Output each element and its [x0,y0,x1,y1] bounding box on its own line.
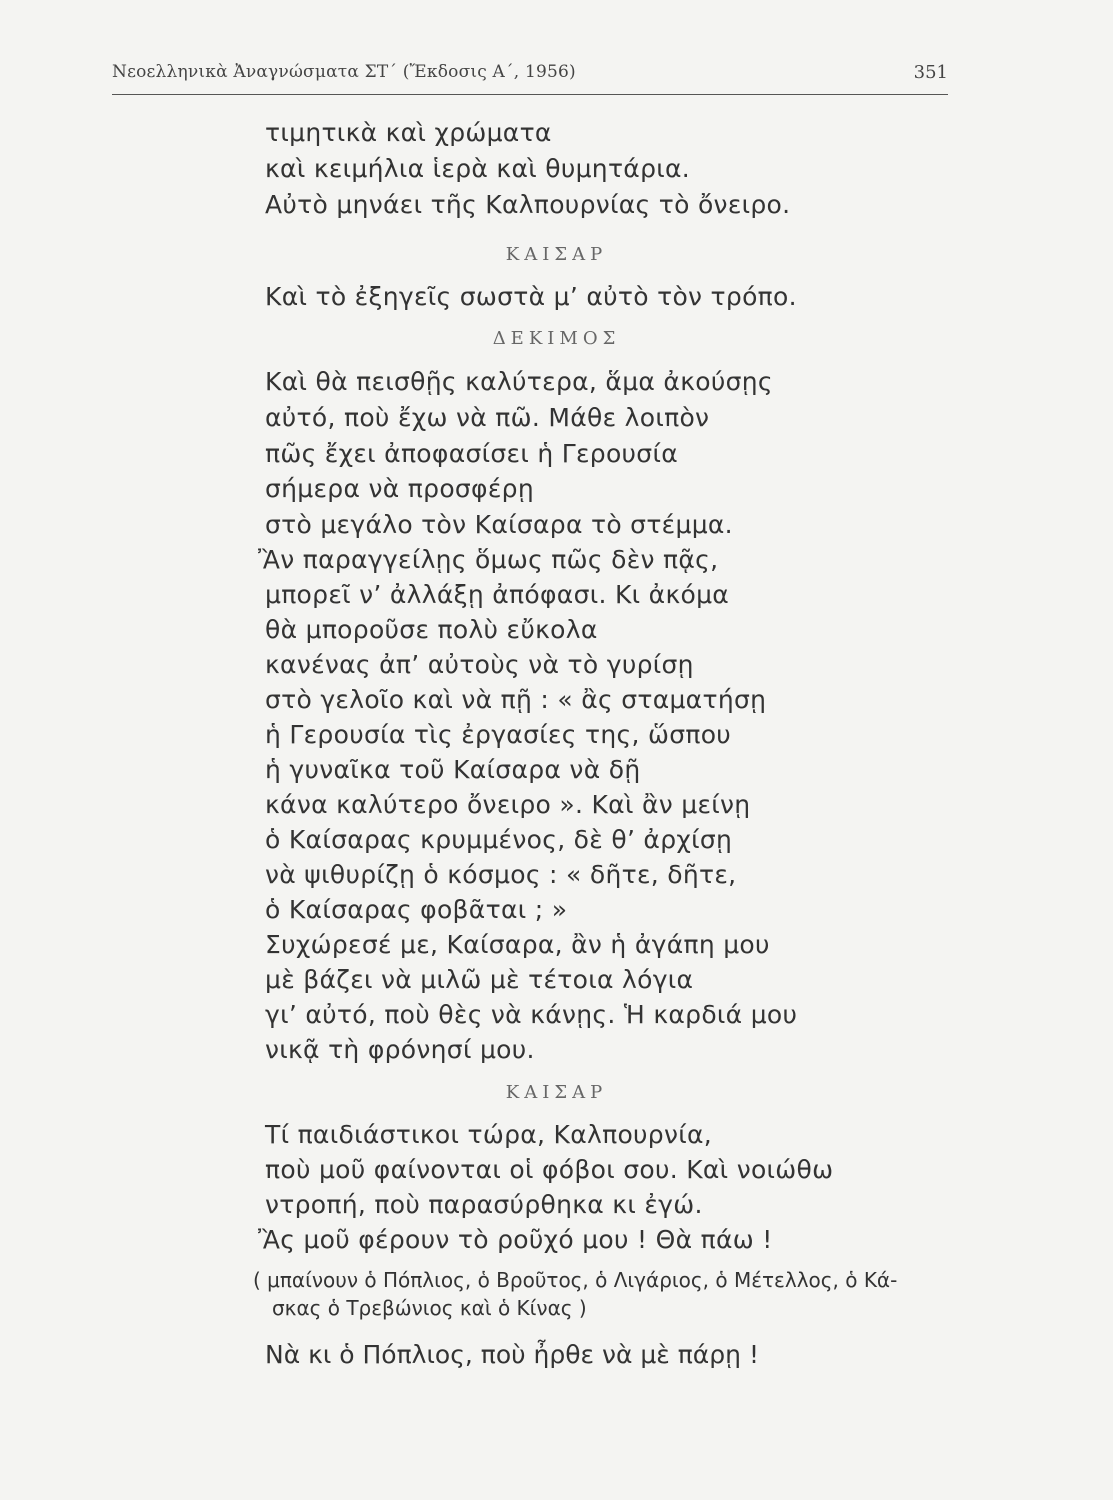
speaker-name: ΚΑΙΣΑΡ [505,1082,608,1103]
verse-line: καὶ κειμήλια ἱερὰ καὶ θυμητάρια. [265,154,691,183]
verse-line: θὰ μποροῦσε πολὺ εὔκολα [265,615,598,644]
page-number: 351 [913,62,948,83]
verse-line: στὸ γελοῖο καὶ νὰ πῇ : « ἂς σταματήσῃ [265,685,767,714]
verse-line: κανένας ἀπ’ αὐτοὺς νὰ τὸ γυρίσῃ [265,650,694,679]
verse-line: τιμητικὰ καὶ χρώματα [265,118,552,147]
verse-line: Καὶ τὸ ἐξηγεῖς σωστὰ μ’ αὐτὸ τὸν τρόπο. [265,282,797,311]
header-title: Νεοελληνικὰ Ἀναγνώσματα ΣΤ΄ (Ἔκδοσις Α΄, 1956) [112,62,576,82]
verse-line: Ἂς μοῦ φέρουν τὸ ροῦχό μου ! Θὰ πάω ! [258,1225,773,1254]
verse-line: στὸ μεγάλο τὸν Καίσαρα τὸ στέμμα. [265,510,733,539]
speaker-name: ΔΕΚΙΜΟΣ [492,328,621,349]
verse-line: Ἂν παραγγείλῃς ὅμως πῶς δὲν πᾷς, [258,545,719,574]
running-header [112,58,948,95]
verse-line: πῶς ἔχει ἀποφασίσει ἡ Γερουσία [265,439,678,468]
verse-line: νὰ ψιθυρίζῃ ὁ κόσμος : « δῆτε, δῆτε, [265,860,737,889]
final-verse-line: Νὰ κι ὁ Πόπλιος, ποὺ ἦρθε νὰ μὲ πάρῃ ! [265,1340,759,1369]
verse-line: Τί παιδιάστικοι τώρα, Καλπουρνία, [265,1120,713,1149]
speaker-name: ΚΑΙΣΑΡ [505,244,608,265]
verse-line: ὁ Καίσαρας κρυμμένος, δὲ θ’ ἀρχίσῃ [265,825,733,854]
verse-line: ἡ Γερουσία τὶς ἐργασίες της, ὥσπου [265,720,732,749]
verse-line: ποὺ μοῦ φαίνονται οἱ φόβοι σου. Καὶ νοιώθω [265,1155,834,1184]
verse-line: Αὐτὸ μηνάει τῆς Καλπουρνίας τὸ ὄνειρο. [265,190,791,219]
verse-line: γι’ αὐτό, ποὺ θὲς νὰ κάνῃς. Ἡ καρδιά μου [265,1000,798,1029]
verse-line: μπορεῖ ν’ ἀλλάξῃ ἀπόφασι. Κι ἀκόμα [265,580,730,609]
stage-direction: σκας ὁ Τρεβώνιος καὶ ὁ Κίνας ) [272,1296,587,1320]
verse-line: Καὶ θὰ πεισθῇς καλύτερα, ἅμα ἀκούσῃς [265,367,773,396]
verse-line: μὲ βάζει νὰ μιλῶ μὲ τέτοια λόγια [265,965,694,994]
verse-line: Συχώρεσέ με, Καίσαρα, ἂν ἡ ἀγάπη μου [265,930,770,959]
verse-line: ντροπή, ποὺ παρασύρθηκα κι ἐγώ. [265,1190,703,1219]
verse-line: ὁ Καίσαρας φοβᾶται ; » [265,895,568,924]
verse-line: νικᾷ τὴ φρόνησί μου. [265,1035,535,1064]
verse-line: ἡ γυναῖκα τοῦ Καίσαρα νὰ δῇ [265,755,641,784]
verse-line: αὐτό, ποὺ ἔχω νὰ πῶ. Μάθε λοιπὸν [265,403,710,432]
stage-direction: ( μπαίνουν ὁ Πόπλιος, ὁ Βροῦτος, ὁ Λιγάριος, ὁ Μέτελλος, ὁ Κά- [253,1268,898,1292]
verse-line: κάνα καλύτερο ὄνειρο ». Καὶ ἂν μείνῃ [265,790,751,819]
verse-line: σήμερα νὰ προσφέρῃ [265,474,534,503]
